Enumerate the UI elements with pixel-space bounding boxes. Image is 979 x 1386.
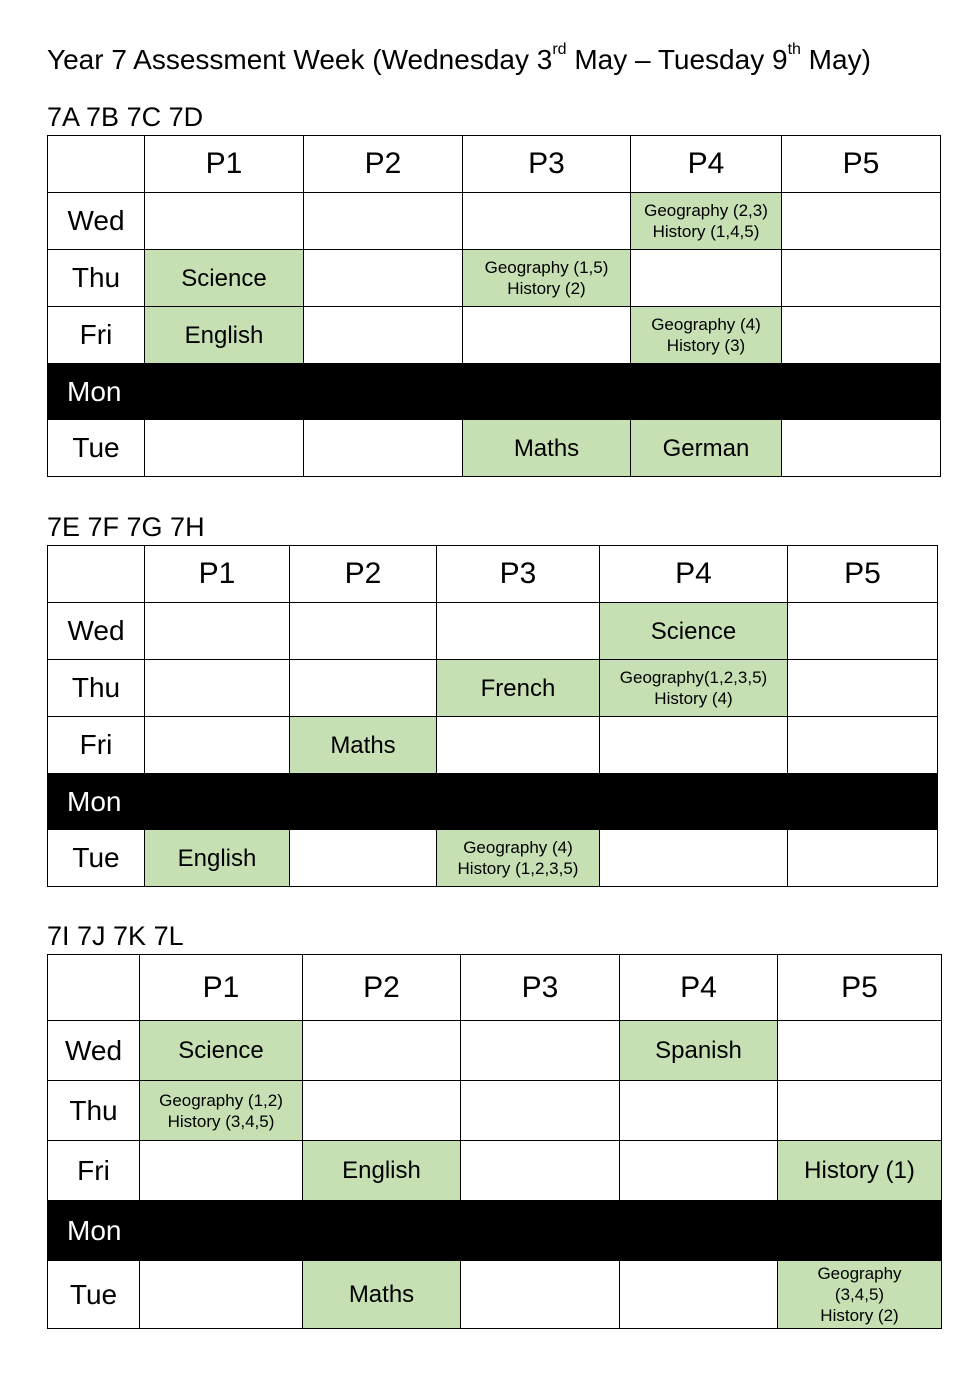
period-header: P3 xyxy=(437,546,600,603)
day-label: Thu xyxy=(48,250,145,307)
assessment-cell xyxy=(437,830,600,887)
assessment-cell: English xyxy=(303,1141,461,1201)
cell-line: History (3) xyxy=(666,336,746,355)
empty-cell xyxy=(145,603,290,660)
group-label: 7A 7B 7C 7D xyxy=(47,102,204,132)
day-label: Wed xyxy=(48,1021,140,1081)
day-row-thu xyxy=(48,660,938,717)
empty-cell xyxy=(600,717,788,774)
empty-cell xyxy=(304,420,463,477)
title-superscript-rd: rd xyxy=(552,41,567,58)
assessment-cell: Science xyxy=(145,250,304,307)
day-label: Fri xyxy=(48,717,145,774)
corner-cell xyxy=(48,136,145,193)
empty-cell xyxy=(437,603,600,660)
assessment-cell xyxy=(140,1081,303,1141)
empty-cell xyxy=(788,717,938,774)
day-label: Mon xyxy=(48,1201,942,1261)
empty-cell xyxy=(788,603,938,660)
timetable xyxy=(47,954,942,1329)
empty-cell xyxy=(778,1021,942,1081)
empty-cell xyxy=(145,420,304,477)
period-header: P4 xyxy=(631,136,782,193)
cell-line: Geography (1,2) xyxy=(159,1090,283,1110)
cell-line: Geography (4) xyxy=(463,838,573,857)
period-header: P1 xyxy=(145,136,304,193)
cell-line: History (1,4,5) xyxy=(652,222,760,241)
cell-line: History (4) xyxy=(654,689,733,708)
assessment-cell: Maths xyxy=(463,420,631,477)
empty-cell xyxy=(304,250,463,307)
empty-cell xyxy=(303,1021,461,1081)
assessment-cell: English xyxy=(145,830,290,887)
cell-line: Geography (2,3) xyxy=(644,201,768,220)
empty-cell xyxy=(782,193,941,250)
title-prefix: Year 7 Assessment Week (Wednesday 3 xyxy=(47,44,553,75)
day-row-tue xyxy=(48,830,938,887)
period-header: P3 xyxy=(463,136,631,193)
empty-cell xyxy=(631,250,782,307)
day-row-fri xyxy=(48,1141,942,1201)
empty-cell xyxy=(463,307,631,364)
day-row-fri xyxy=(48,307,941,364)
empty-cell xyxy=(461,1021,620,1081)
empty-cell xyxy=(303,1081,461,1141)
day-row-wed xyxy=(48,603,938,660)
assessment-cell: Maths xyxy=(303,1261,461,1329)
day-row-tue xyxy=(48,1261,942,1329)
cell-line: Geography (4) xyxy=(651,315,761,334)
assessment-cell: French xyxy=(437,660,600,717)
cell-line: Geography xyxy=(817,1264,902,1283)
period-header: P1 xyxy=(145,546,290,603)
empty-cell xyxy=(463,193,631,250)
day-row-wed xyxy=(48,193,941,250)
header-row xyxy=(48,955,942,1021)
period-header: P4 xyxy=(600,546,788,603)
assessment-cell: English xyxy=(145,307,304,364)
title-suffix: May) xyxy=(800,44,871,75)
corner-cell xyxy=(48,546,145,603)
assessment-cell xyxy=(778,1261,942,1329)
empty-cell xyxy=(461,1261,620,1329)
day-label: Wed xyxy=(48,603,145,660)
header-row xyxy=(48,136,941,193)
empty-cell xyxy=(788,830,938,887)
day-label: Tue xyxy=(48,1261,140,1329)
corner-cell xyxy=(48,955,140,1021)
day-label: Fri xyxy=(48,1141,140,1201)
assessment-cell: Spanish xyxy=(620,1021,778,1081)
assessment-cell xyxy=(463,250,631,307)
period-header: P5 xyxy=(788,546,938,603)
day-label: Tue xyxy=(48,830,145,887)
assessment-cell xyxy=(631,307,782,364)
period-header: P2 xyxy=(304,136,463,193)
cell-line: History (2) xyxy=(507,279,586,298)
empty-cell xyxy=(778,1081,942,1141)
day-label: Mon xyxy=(48,774,938,830)
period-header: P2 xyxy=(290,546,437,603)
cell-line: History (1,2,3,5) xyxy=(457,859,579,878)
day-row-tue xyxy=(48,420,941,477)
empty-cell xyxy=(782,420,941,477)
cell-line: Geography(1,2,3,5) xyxy=(619,668,768,687)
empty-cell xyxy=(788,660,938,717)
empty-cell xyxy=(620,1261,778,1329)
assessment-cell: Maths xyxy=(290,717,437,774)
day-row-thu xyxy=(48,250,941,307)
title-middle: May – Tuesday 9 xyxy=(566,44,788,75)
assessment-cell xyxy=(631,193,782,250)
day-label: Thu xyxy=(48,660,145,717)
empty-cell xyxy=(461,1081,620,1141)
period-header: P2 xyxy=(303,955,461,1021)
period-header: P5 xyxy=(782,136,941,193)
empty-cell xyxy=(782,250,941,307)
period-header: P5 xyxy=(778,955,942,1021)
assessment-cell xyxy=(600,660,788,717)
day-row-mon xyxy=(48,1201,942,1261)
group-label: 7I 7J 7K 7L xyxy=(47,921,184,951)
empty-cell xyxy=(140,1141,303,1201)
day-row-wed xyxy=(48,1021,942,1081)
header-row xyxy=(48,546,938,603)
period-header: P1 xyxy=(140,955,303,1021)
assessment-cell: Science xyxy=(140,1021,303,1081)
day-label: Fri xyxy=(48,307,145,364)
empty-cell xyxy=(782,307,941,364)
page-title xyxy=(47,41,871,76)
empty-cell xyxy=(145,193,304,250)
empty-cell xyxy=(304,307,463,364)
empty-cell xyxy=(145,660,290,717)
assessment-cell: German xyxy=(631,420,782,477)
title-superscript-th: th xyxy=(787,41,801,58)
period-header: P3 xyxy=(461,955,620,1021)
cell-line: Geography (1,5) xyxy=(484,258,609,277)
day-row-thu xyxy=(48,1081,942,1141)
empty-cell xyxy=(290,830,437,887)
empty-cell xyxy=(145,717,290,774)
empty-cell xyxy=(620,1141,778,1201)
empty-cell xyxy=(304,193,463,250)
day-row-mon xyxy=(48,774,938,830)
day-label: Wed xyxy=(48,193,145,250)
empty-cell xyxy=(437,717,600,774)
empty-cell xyxy=(461,1141,620,1201)
empty-cell xyxy=(600,830,788,887)
day-label: Tue xyxy=(48,420,145,477)
empty-cell xyxy=(290,603,437,660)
day-label: Mon xyxy=(48,364,941,420)
assessment-cell: History (1) xyxy=(778,1141,942,1201)
day-row-mon xyxy=(48,364,941,420)
cell-line: (3,4,5) xyxy=(834,1285,885,1304)
timetable xyxy=(47,545,938,887)
cell-line: History (2) xyxy=(820,1306,899,1325)
day-row-fri xyxy=(48,717,938,774)
group-label: 7E 7F 7G 7H xyxy=(47,512,205,542)
empty-cell xyxy=(620,1081,778,1141)
empty-cell xyxy=(290,660,437,717)
empty-cell xyxy=(140,1261,303,1329)
period-header: P4 xyxy=(620,955,778,1021)
timetable xyxy=(47,135,941,477)
assessment-cell: Science xyxy=(600,603,788,660)
day-label: Thu xyxy=(48,1081,140,1141)
cell-line: History (3,4,5) xyxy=(167,1111,275,1131)
